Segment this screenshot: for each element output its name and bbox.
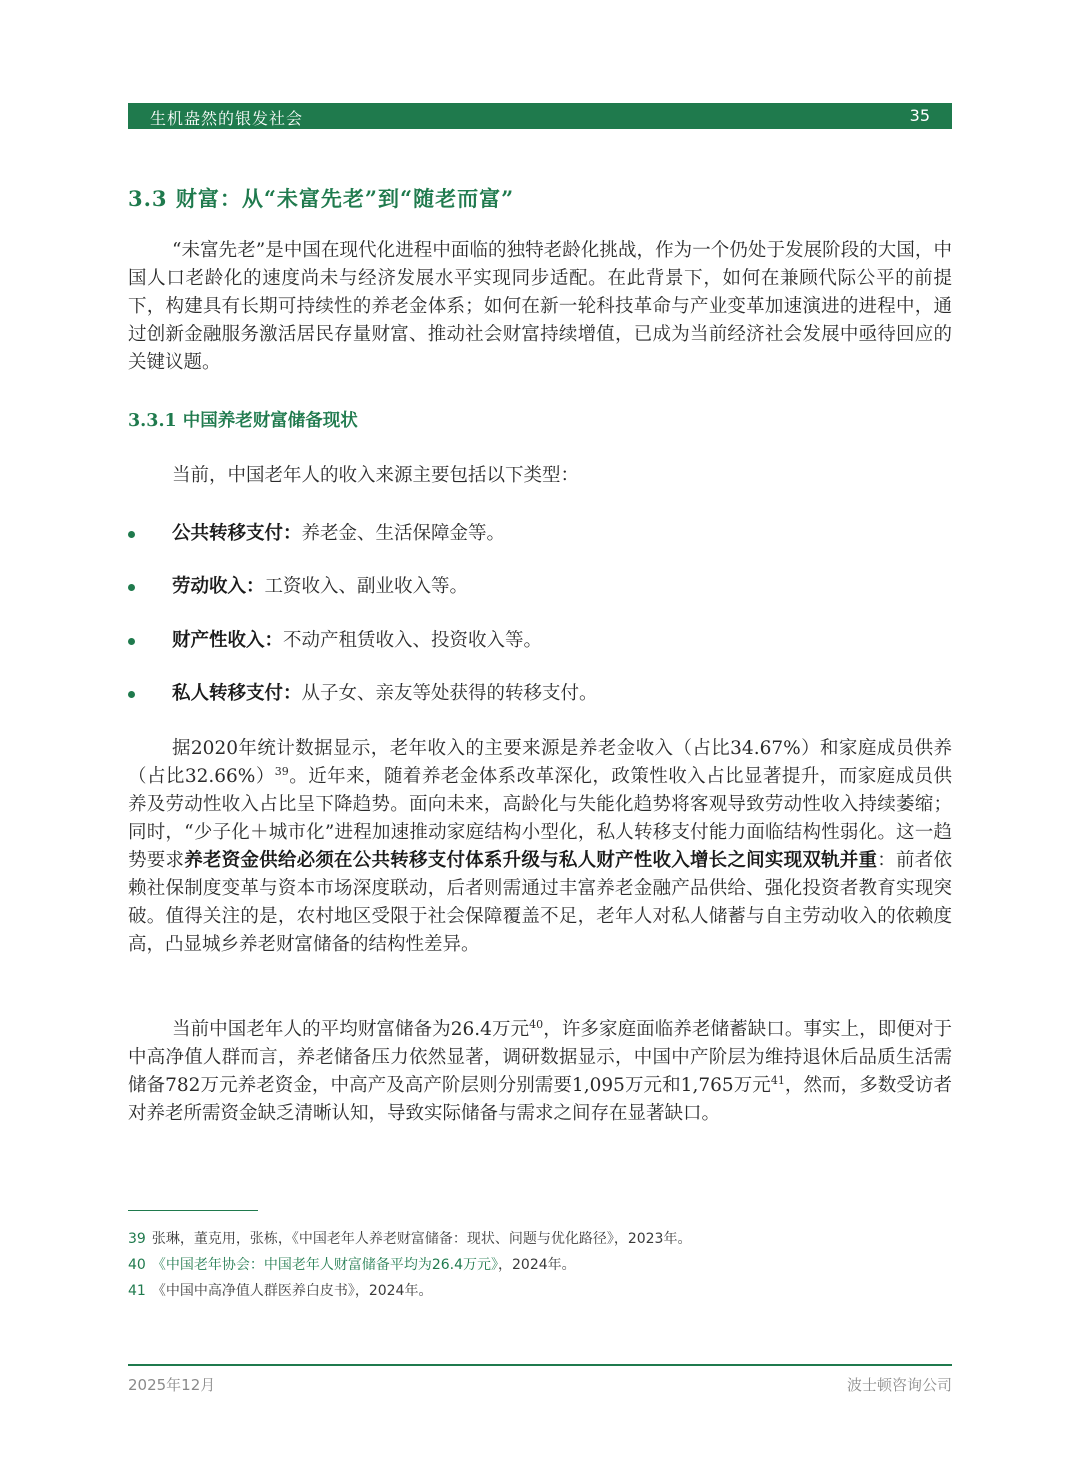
bullet-dot-icon (128, 638, 135, 645)
footer-date: 2025年12月 (128, 1376, 216, 1394)
footnote-text: 张琳，董克用，张栋，《中国老年人养老财富储备：现状、问题与优化路径》，2023年。 (151, 1231, 692, 1247)
paragraph-income-statistics (128, 735, 952, 959)
footnote-ref[interactable]: 39 (274, 764, 289, 778)
paragraph-text: ，然而，多数受访者对养老所需资金缺乏清晰认知，导致实际储备与需求之间存在显著缺口。 (128, 1075, 952, 1124)
bullet-text: 不动产租赁收入、投资收入等。 (283, 630, 543, 651)
footer-company: 波士顿咨询公司 (846, 1376, 952, 1394)
footer-divider (128, 1364, 952, 1366)
page-number: 35 (909, 106, 930, 125)
paragraph-text: ，许多家庭面临养老储蓄缺口。事实上，即便对于中高净值人群而言，养老储备压力依然显著，调研数据显示，中国中产阶层为维持退休后品质生活需储备782万元养老资金，中高产及高产阶层则分别需要1,095万元和1,765万元 (128, 1019, 952, 1096)
bullet-label: 公共转移支付： (172, 523, 302, 544)
income-sources-intro: 当前，中国老年人的收入来源主要包括以下类型： (172, 465, 580, 486)
paragraph-text: 当前中国老年人的平均财富储备为26.4万元 (172, 1019, 530, 1040)
footnote-number: 40 (128, 1257, 146, 1273)
paragraph-wealth-gap (128, 1016, 952, 1128)
bullet-text: 从子女、亲友等处获得的转移支付。 (301, 683, 598, 704)
paragraph-text: ：前者依赖社保制度变革与资本市场深度联动，后者则需通过丰富养老金融产品供给、强化投资者教育实现突破。值得关注的是，农村地区受限于社会保障覆盖不足，老年人对私人储蓄与自主劳动收入的依赖度高，凸显城乡养老财富储备的结构性差异。 (128, 850, 952, 955)
bullet-dot-icon (128, 584, 135, 591)
footnote-text: 《中国中高净值人群医养白皮书》，2024年。 (151, 1283, 433, 1299)
bullet-label: 私人转移支付： (172, 683, 302, 704)
bullet-dot-icon (128, 531, 135, 538)
bullet-text: 养老金、生活保障金等。 (301, 523, 506, 544)
bullet-label: 劳动收入： (172, 576, 265, 597)
section-heading: 3.3 财富：从“未富先老”到“随老而富” (128, 186, 515, 211)
running-header-title: 生机盎然的银发社会 (150, 109, 304, 128)
footnote-link[interactable]: 《中国老年协会：中国老年人财富储备平均为26.4万元》 (151, 1257, 498, 1273)
footnote (128, 1280, 952, 1300)
footnote (128, 1228, 952, 1248)
bullet-label: 财产性收入： (172, 630, 284, 651)
paragraph-intro: “未富先老”是中国在现代化进程中面临的独特老龄化挑战，作为一个仍处于发展阶段的大国，中国人口老龄化的速度尚未与经济发展水平实现同步适配。在此背景下，如何在兼顾代际公平的前提下，构建具有长期可持续性的养老金体系；如何在新一轮科技革命与产业变革加速演进的进程中，通过创新金融服务激活居民存量财富、推动社会财富持续增值，已成为当前经济社会发展中亟待回应的关键议题。 (128, 240, 952, 373)
footnote (128, 1254, 952, 1274)
footnote-ref[interactable]: 41 (770, 1073, 785, 1087)
footnote-number: 39 (128, 1231, 146, 1247)
footnote-text: ，2024年。 (498, 1257, 576, 1273)
paragraph-text: 。近年来，随着养老金体系改革深化，政策性收入占比显著提升，而家庭成员供养及劳动性收入占比呈下降趋势。面向未来，高龄化与失能化趋势将客观导致劳动性收入持续萎缩；同时，“少子化＋城市化”进程加速推动家庭结构小型化，私人转移支付能力面临结构性弱化。这一趋势要求 (128, 766, 952, 871)
subsection-heading: 3.3.1 中国养老财富储备现状 (128, 411, 358, 431)
footnote-number: 41 (128, 1283, 146, 1299)
footnote-divider (128, 1210, 258, 1211)
bullet-text: 工资收入、副业收入等。 (264, 576, 469, 597)
bullet-dot-icon (128, 691, 135, 698)
paragraph-text: 据2020年统计数据显示，老年收入的主要来源是养老金收入（占比34.67%）和家庭成员供养（占比32.66%） (128, 738, 952, 787)
footnote-ref[interactable]: 40 (529, 1017, 544, 1031)
running-header (128, 103, 952, 129)
paragraph-emphasis: 养老资金供给必须在公共转移支付体系升级与私人财产性收入增长之间实现双轨并重 (184, 850, 878, 871)
